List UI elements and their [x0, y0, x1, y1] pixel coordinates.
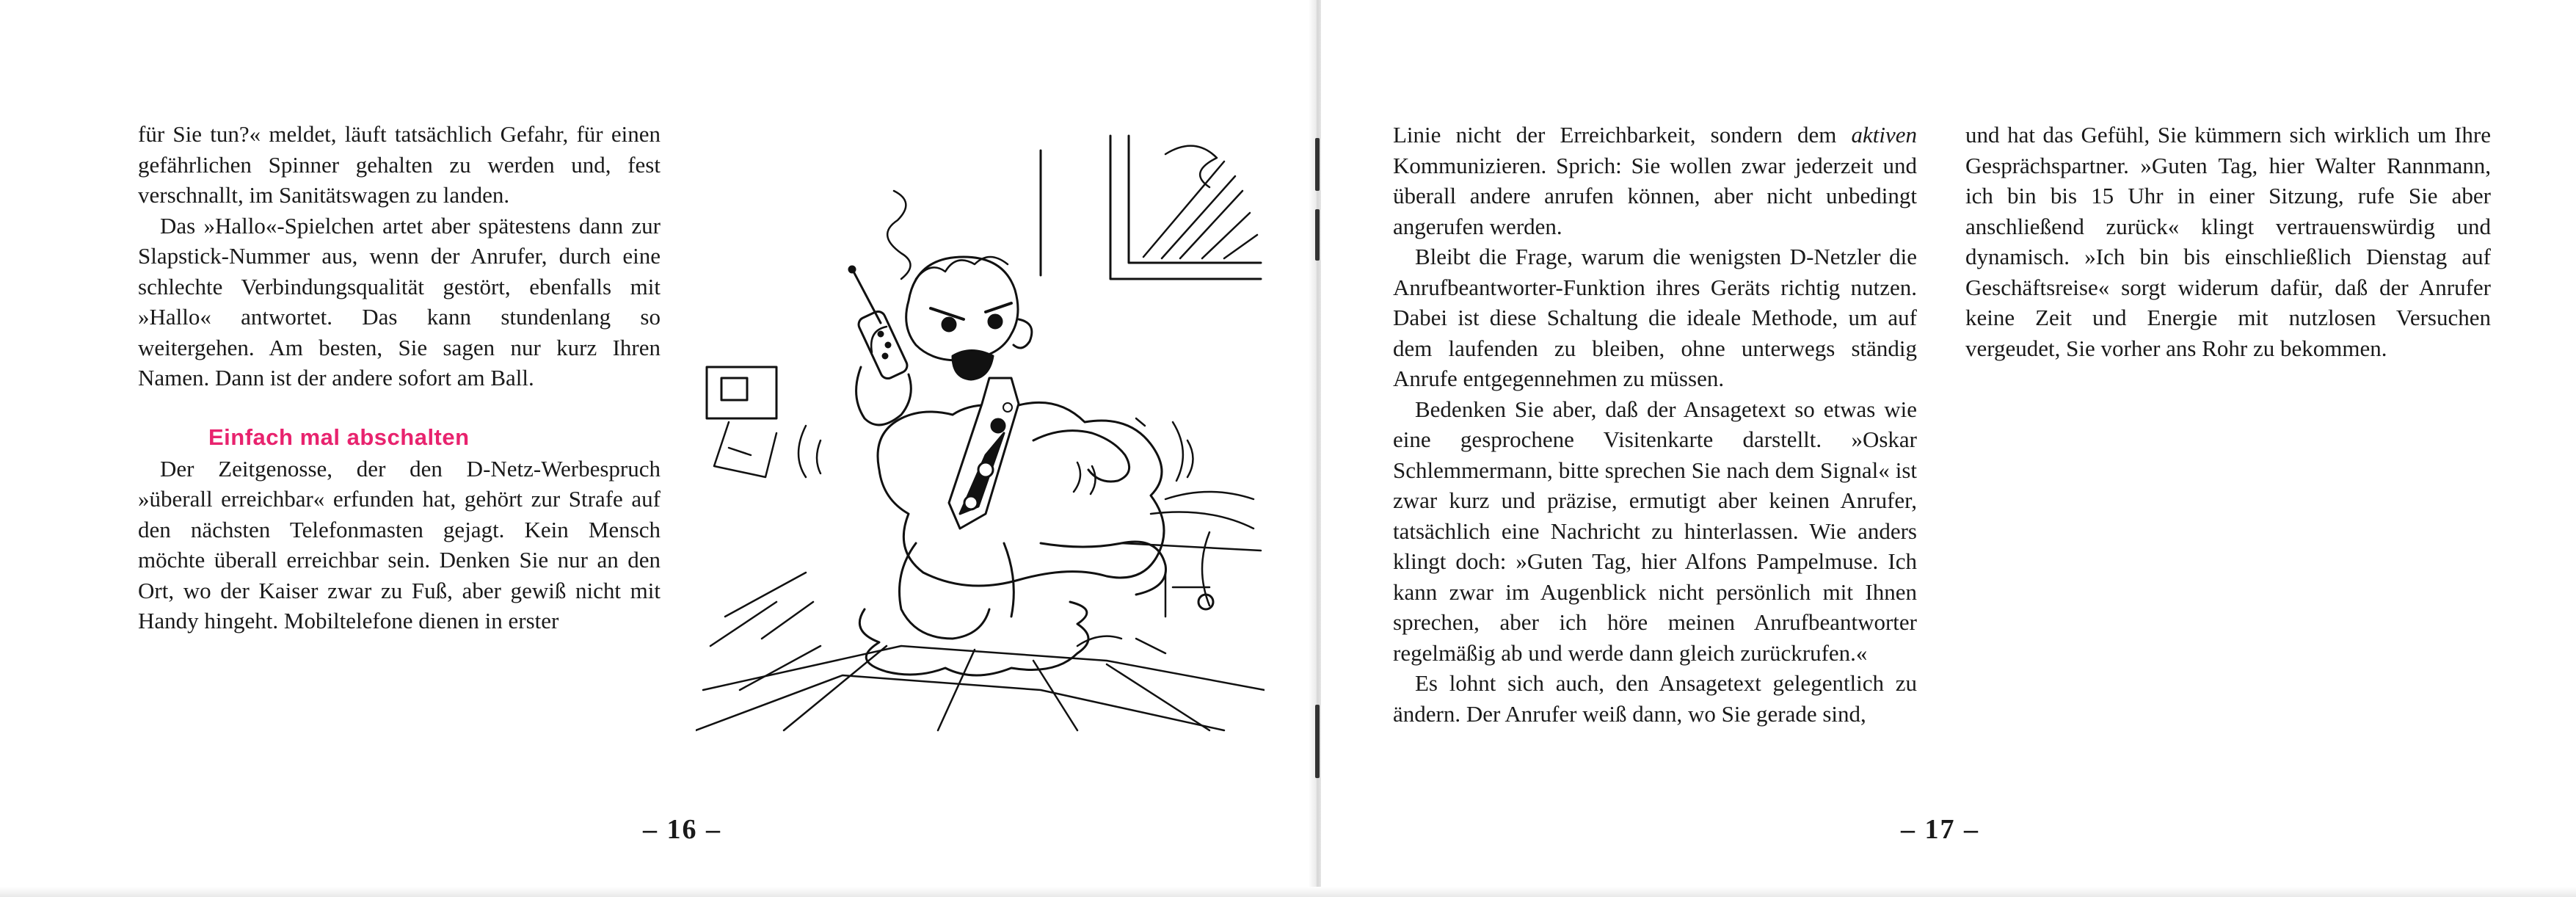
paragraph: Bleibt die Frage, warum die wenigsten D-Netzler die Anrufbeantworter-Funktion ihres Geräts richtig nutzen. Dabei ist diese Schaltung die ideale Methode, um auf dem laufenden zu bleiben, ohne unterwegs ständig Anrufe entgegennehmen zu müssen. — [1393, 244, 1917, 391]
staple — [1315, 138, 1320, 191]
page-edge-shadow — [0, 887, 2576, 897]
text-run: Linie nicht der Erreichbarkeit, sondern dem — [1393, 122, 1852, 148]
cartoon-illustration — [696, 132, 1265, 734]
paragraph: Das »Hallo«-Spielchen artet aber spätestens dann zur Slapstick-Nummer aus, wenn der Anrufer, durch eine schlechte Verbindungsqualität gestört, ebenfalls mit »Hallo« antwortet. Das kann stundenlang so weitergehen. Am besten, Sie sagen nur kurz Ihren Namen. Dann ist der andere sofort am Ball. — [138, 212, 661, 391]
section-heading: Einfach mal abschalten — [208, 424, 470, 450]
paragraph: Der Zeitgenosse, der den D-Netz-Werbespruch »überall erreichbar« erfunden hat, gehört zur Strafe auf den nächsten Telefonmasten gejagt. Kein Mensch möchte überall erreichbar sein. Denken Sie nur an den Ort, wo der Kaiser zwar zu Fuß, aber gewiß nicht mit Handy hingeht. Mobiltelefone dienen in erster — [138, 455, 661, 633]
text-run: Kommunizieren. Sprich: Sie wollen zwar jederzeit und überall andere anrufen können, aber nicht unbedingt angerufen werden. — [1393, 152, 1917, 239]
paragraph — [1393, 120, 1917, 242]
paragraph: Bedenken Sie aber, daß der Ansagetext so etwas wie eine gesprochene Visitenkarte darstellt. »Oskar Schlemmermann, bitte sprechen Sie nach dem Signal« ist zwar kurz und präzise, ermutigt aber keinen Anrufer, tatsächlich eine Nachricht zu hinterlassen. Wie anders klingt doch: »Guten Tag, hier Alfons Pampelmuse. Ich kann zwar im Augenblick nicht persönlich mit Ihnen sprechen, aber ich höre meinen Anrufbeantworter regelmäßig ab und werde dann gleich zurückrufen.« — [1393, 396, 1917, 666]
staple — [1315, 209, 1320, 261]
right-text-column-2 — [1965, 120, 2491, 363]
italic-word: aktiven — [1851, 122, 1917, 148]
paragraph: für Sie tun?« meldet, läuft tatsächlich Gefahr, für einen gefährlichen Spinner gehalten zu werden und, fest verschnallt, im Sanitätswagen zu landen. — [138, 121, 661, 208]
staple — [1315, 705, 1320, 778]
page-number: – 17 – — [1901, 814, 1979, 845]
left-text-column — [138, 119, 661, 636]
right-text-column-1 — [1393, 120, 1917, 729]
paragraph: und hat das Gefühl, Sie kümmern sich wirklich um Ihre Gesprächspartner. »Guten Tag, hier Walter Rannmann, ich bin bis 15 Uhr in einer Sitzung, rufe Sie aber anschließend zurück« klingt vertrauenswürdig und dynamisch. »Ich bin bis einschließlich Dienstag auf Geschäftsreise« sorgt widerum dafür, daß der Anrufer keine Zeit und Energie mit nutzlosen Versuchen vergeudet, Sie vorher ans Rohr zu bekommen. — [1965, 122, 2491, 361]
paragraph: Es lohnt sich auch, den Ansagetext gelegentlich zu ändern. Der Anrufer weiß dann, wo Sie gerade sind, — [1393, 670, 1917, 727]
page-number: – 16 – — [643, 814, 721, 845]
